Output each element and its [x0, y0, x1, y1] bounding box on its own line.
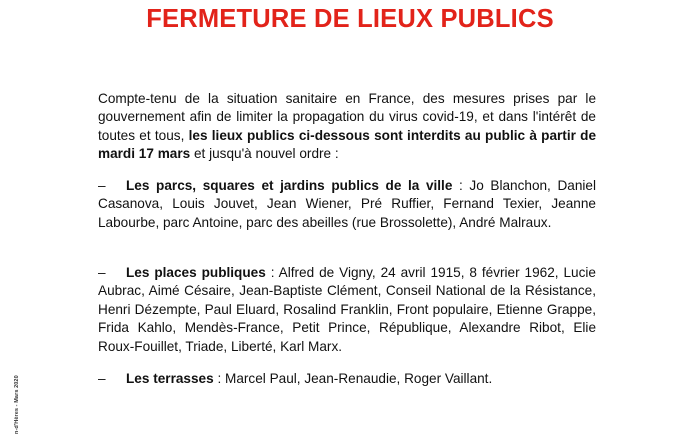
intro-text-end: et jusqu'à nouvel ordre : [190, 146, 339, 162]
side-credit: n-d'Hères - Mars 2020 [14, 375, 20, 434]
intro-paragraph [98, 90, 596, 164]
list-item-text: : Marcel Paul, Jean-Renaudie, Roger Vaillant. [213, 371, 493, 386]
list-item-text: : Jo Blanchon, Daniel Casanova, Louis Jouvet, Jean Wiener, Pré Ruffier, Fernand Texier, Jeanne Labourbe, parc Antoine, parc des abeilles (rue Brossolette), André Malraux. [98, 178, 596, 230]
list-dash: – [98, 371, 106, 386]
list-item-terrasses [98, 370, 596, 388]
list-item-label: Les places publiques [126, 265, 266, 280]
intro-text: Compte-tenu de la situation sanitaire en France, des mesures prises par le gouvernement afin de limiter la propagation du virus covid-19, et dans l'intérêt de toutes et tous, [98, 91, 596, 143]
list-item-text: : Alfred de Vigny, 24 avril 1915, 8 février 1962, Lucie Aubrac, Aimé Césaire, Jean-Baptiste Clément, Conseil National de la Résistance, Henri Dézempte, Paul Eluard, Rosalind Franklin, Front populaire, Etienne Grappe, Frida Kahlo, Mendès-France, Petit Prince, République, Alexandre Ribot, Elie Roux-Fouillet, Triade, Liberté, Karl Marx. [98, 265, 596, 354]
list-dash: – [98, 178, 106, 193]
list-item-parcs [98, 177, 596, 232]
list-item-label: Les terrasses [126, 371, 214, 386]
page-title: FERMETURE DE LIEUX PUBLICS [146, 5, 554, 33]
list-dash: – [98, 265, 106, 280]
intro-bold-text: les lieux publics ci-dessous sont interdits au public à partir de mardi 17 mars [98, 127, 597, 162]
list-item-places [98, 264, 596, 356]
list-item-label: Les parcs, squares et jardins publics de la ville [126, 178, 453, 193]
